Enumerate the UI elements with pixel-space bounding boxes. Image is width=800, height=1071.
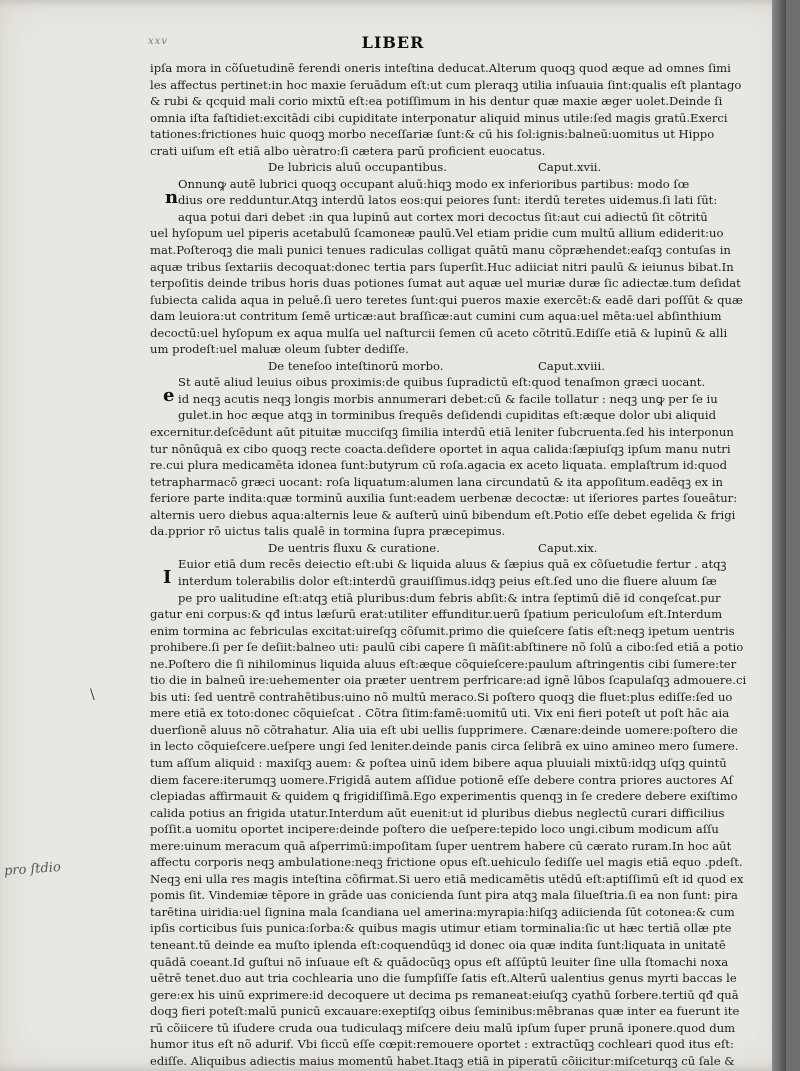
text-line: mere etiā ex toto:donec cõquieſcat . Cõtra ſitim:famē:uomitū uti. Vix eni fieri poteſt ut poſt hāc aia <box>150 706 730 721</box>
chapter-title: De teneſoo inteſtinorū morbo. <box>268 358 444 373</box>
text-line: dius ore redduntur.Atqꝫ interdū latos eos:qui peiores ſunt: iterdū teretes uidemus.ſi lati ſūt: <box>178 193 718 208</box>
text-line: doqꝫ fieri poteſt:malū punicū excauare:exeptiſqꝫ oibus ſeminibus:mēbranas quæ inter ea fuerunt ite <box>150 1004 740 1019</box>
text-line: les affectus pertinet:in hoc maxie ſeruādum eſt:ut cum pleraqꝫ utilia inſuauia ſint:qualis eſt plantago <box>150 77 742 92</box>
text-line: diem facere:iterumqꝫ uomere.Frigidā autem aſſidue potionē eſſe debere contra priores auctores Aſ <box>150 772 733 787</box>
handwritten-margin-note: pro ſtdio <box>3 860 62 879</box>
text-line: ſubiecta calida aqua in peluē.ſi uero teretes ſunt:qui pueros maxie exercēt:& eadē dari poſſūt & quæ <box>150 292 743 307</box>
text-line: aquæ tribus ſextariis decoquat:donec tertia pars ſuperſit.Huc adiiciat nitri paulū & ieiunus bibat.In <box>150 259 734 274</box>
chapter-heading <box>150 159 755 176</box>
text-line: decoctū:uel hyſopum ex aqua mulſa uel naſturcii ſemen cū aceto cõtritū.Ediſſe etiā & lupinū & alli <box>150 325 728 340</box>
text-line: Onnunꝙ autẽ lubrici quoqꝫ occupant aluū:hiqꝫ modo ex inferioribus partibus: modo ſœ <box>178 176 690 191</box>
text-line: re.cui plura medicamēta idonea ſunt:butyrum cū roſa.agacia ex aceto liquata. emplaſtrum id:quod <box>150 458 728 473</box>
chapter-title: De lubricis aluū occupantibus. <box>268 160 447 175</box>
text-line: quādā coeant.Id guſtui nõ inſuaue eſt & quādocūqꝫ opus eſt aſſūptū leuiter ſine ulla ſtomachi noxa <box>150 954 729 969</box>
text-line: mat.Poſteroqꝫ die mali punici tenues radiculas colligat quātū manu cõpræhendet:eaſqꝫ contuſas in <box>150 243 731 258</box>
text-line: dam leuiora:ut contritum ſemē urticæ:aut braſſicæ:aut cumini cum aqua:uel mēta:uel abſinthium <box>150 309 722 324</box>
text-line: gulet.in hoc æque atqꝫ in torminibus ſrequēs deſidendi cupiditas eſt:æque dolor ubi aliquid <box>178 408 717 423</box>
text-line: id neqꝫ acutis neqꝫ longis morbis annumerari debet:cū & facile tollatur : neqꝫ unꝙ per ſe iu <box>178 391 718 406</box>
text-line: prohibere.ſi per ſe deſiit:balneo uti: paulū cibi capere ſi māſit:abſtinere nõ ſolū a cibo:ſed etiā a potio <box>150 640 744 655</box>
text-line: teneant.tū deinde ea muſto iplenda eſt:coquendūqꝫ id donec oia quæ indita ſunt:liquata in unitatē <box>150 937 726 952</box>
chapter-heading <box>150 358 755 375</box>
text-line: interdum tolerabilis dolor eſt:interdū grauiſſimus.idqꝫ peius eſt.ſed uno die fluere aluum ſæ <box>178 573 717 588</box>
chapter-number: Caput.xviii. <box>538 358 605 373</box>
text-line: da.pprior rō uictus talis qualē in tormina ſupra præcepimus. <box>150 524 506 539</box>
text-line: tum aſſum aliquid : maxiſqꝫ auem: & poſtea uinū idem bibere aqua pluuiali mixtū:idqꝫ uſqꝫ quintū <box>150 755 727 770</box>
text-line: terpoſitis deinde tribus horis duas potiones ſumat aut aquæ uel muriæ duræ ſic adiectæ.tum deſidat <box>150 276 741 291</box>
chapter-title: De uentris fluxu & curatione. <box>268 540 440 555</box>
text-line: affectu corporis neqꝫ ambulatione:neqꝫ frictione opus eſt.uehiculo ſediſſe uel magis etiā equo .pdeſt. <box>150 855 743 870</box>
signature-mark: xxv <box>148 36 168 47</box>
text-line: ne.Poſtero die ſi nihilominus liquida aluus eſt:æque cõquieſcere:paulum aſtringentis cibi ſumere:ter <box>150 656 737 671</box>
text-line: feriore parte indita:quæ torminū auxilia ſunt:eadem uerbenæ decoctæ: ut iſeriores partes ſoueātur: <box>150 491 738 506</box>
text-line: poſſit.a uomitu oportet incipere:deinde poſtero die ueſpere:tepido loco ungi.cibum modicum aſſu <box>150 822 719 837</box>
chapter-heading <box>150 540 755 557</box>
page-edge-shadow <box>772 0 786 1071</box>
initial-letter-i: I <box>163 567 172 588</box>
text-line: calida potius an frigida utatur.Interdum aūt euenit:ut id pluribus diebus neglectū curari difficilius <box>150 805 725 820</box>
text-line: ipſis corticibus ſuis punica:ſorba:& quibus magis utimur etiam torminalia:ſic ut hæc tertiā ollæ pte <box>150 921 732 936</box>
running-head: LIBER <box>361 33 425 52</box>
chapter-number: Caput.xix. <box>538 540 598 555</box>
text-line: & rubi & qcquid mali corio mixtū eſt:ea potiſſimum in his dentur quæ maxie æger uolet.Deinde ſi <box>150 94 723 109</box>
text-line: St autē aliud leuius oibus proximis:de quibus ſupradictū eſt:quod tenaſmon græci uocant. <box>178 375 706 390</box>
initial-letter-e: e <box>163 385 175 406</box>
text-line: Euior etiā dum recēs deiectio eſt:ubi & liquida aluus & ſæpius quā ex cõſuetudie fertur . atqꝫ <box>178 557 727 572</box>
text-line: alternis uero diebus aqua:alternis leue & auſterū uinū bibendum eſt.Potio eſſe debet egelida & frigi <box>150 507 736 522</box>
text-line: gatur eni corpus:& qđ intus læſurū erat:utiliter effunditur.uerū ſpatium periculoſum eſt.Interdum <box>150 607 723 622</box>
text-line: tetrapharmacō græci uocant: roſa liquatum:alumen lana circundatū & ita appoſitum.eadēqꝫ ex in <box>150 474 723 489</box>
text-line: tarētina uiridia:uel ſignina mala ſcandiana uel amerina:myrapia:hiſqꝫ adiicienda ſūt cotoneа:& cum <box>150 904 735 919</box>
text-line: crati uiſum eſt etiā albo uèratro:ſi cætera parū proficient euocatus. <box>150 143 546 158</box>
text-line: enim tormina ac febriculas excitat:uireſqꝫ cõſumit.primo die quieſcere ſatis eſt:neqꝫ ipetum uentris <box>150 623 735 638</box>
text-line: tur nõnūquā ex cibo quoqꝫ recte coacta.deſidere oportet in aqua calida:ſæpiuſqꝫ ipſum manu nutri <box>150 441 731 456</box>
initial-letter-n: n <box>165 187 179 208</box>
text-line: tationes:frictiones huic quoqꝫ morbo neceſſariæ ſunt:& cū his ſol:ignis:balneū:uomitus ut Hippo <box>150 127 715 142</box>
margin-mark: \ <box>90 687 95 703</box>
text-line: rū cõiicere tū iſudere cruda oua tudiculaqꝫ miſcere deiu malū ipſum ſuper prunā iponere.quod dum <box>150 1020 736 1035</box>
text-line: excernitur.deſcēdunt aūt pituitæ mucciſqꝫ ſimilia interdū etiā leniter ſubcruenta.ſed his interponun <box>150 425 734 440</box>
text-line: humor itus eſt nõ adurif. Vbi ſiccū eſſe cœpit:remouere oportet : extractūqꝫ cochleari quod itus eſt: <box>150 1037 734 1052</box>
text-line: ediſſe. Aliquibus adiectis maius momentū habet.Itaqꝫ etiā in piperatū cõiicitur:miſceturqꝫ cū ſale & <box>150 1053 735 1068</box>
text-line: aqua potui dari debet :in qua lupinū aut cortex mori decoctus ſit:aut cui adiectū ſit cõtritū <box>178 209 708 224</box>
text-line: clepiadas affirmauit & quidem ꝗ frigidiſſimā.Ego experimentis quenqꝫ in ſe credere debere exiſtimo <box>150 789 738 804</box>
text-line: Neqꝫ eni ulla res magis inteſtina cõfirmat.Si uero etiā medicamētis utēdū eſt:aptiſſimū eſt id quod ex <box>150 871 744 886</box>
chapter-number: Caput.xvii. <box>538 160 602 175</box>
text-line: pe pro ualitudine eſt:atqꝫ etiā pluribus:dum febris abſit:& intra ſeptimū diē id conqeſcat.pur <box>178 590 721 605</box>
text-line: omnia iſta faſtidiet:excitādi cibi cupiditate interponatur aliquid minus utile:ſed magis gratū.Exerci <box>150 110 728 125</box>
text-line: pomis ſit. Vindemiæ tēpore in grāde uas conicienda ſunt pira atqꝫ mala ſilueſtria.ſi ea non ſunt: pira <box>150 888 738 903</box>
text-line: tio die in balneū ire:uehementer oia præter uentrem perfricare:ad ignē lūbos ſcapulaſqꝫ admouere.ci <box>150 673 747 688</box>
text-line: in lecto cõquieſcere.ueſpere ungi ſed leniter.deinde panis circa ſelibrā ex uino amineo mero ſumere. <box>150 739 739 754</box>
text-line: gere:ex his uinū exprimere:id decoquere ut decima ps remaneat:eiuſqꝫ cyathū ſorbere.tertiū qđ quā <box>150 987 739 1002</box>
text-line: uel hyſopum uel piperis acetabulū ſcamoneæ paulū.Vel etiam pridie cum multū allium ediderit:uo <box>150 226 724 241</box>
text-block <box>150 60 755 1069</box>
text-line: uētrē tenet.duo aut tria cochlearia uno die ſumpſiſſe ſatis eſt.Alterū ualentius genus myrti baccas le <box>150 971 737 986</box>
text-line: duerſionē aluus nõ cõtrahatur. Alia uia eſt ubi uellis ſupprimere. Cænare:deinde uomere:poſtero die <box>150 722 738 737</box>
text-line: um prodeſt:uel maluæ oleum ſubter dediſſe. <box>150 342 409 357</box>
text-line: ipſa mora in cõſuetudinẽ ferendi oneris inteſtina deducat.Alterum quoqꝫ quod æque ad omnes ſimi <box>150 61 731 75</box>
text-line: mere:uinum meracum quā aſperrimū:impoſitam ſuper uentrem habere cū cærato ruram.In hoc aūt <box>150 838 732 853</box>
text-line: bis uti: ſed uentrē contrahētibus:uino nõ multū meraco.Si poſtero quoqꝫ die fluet:plus ediſſe:ſed uo <box>150 689 733 704</box>
